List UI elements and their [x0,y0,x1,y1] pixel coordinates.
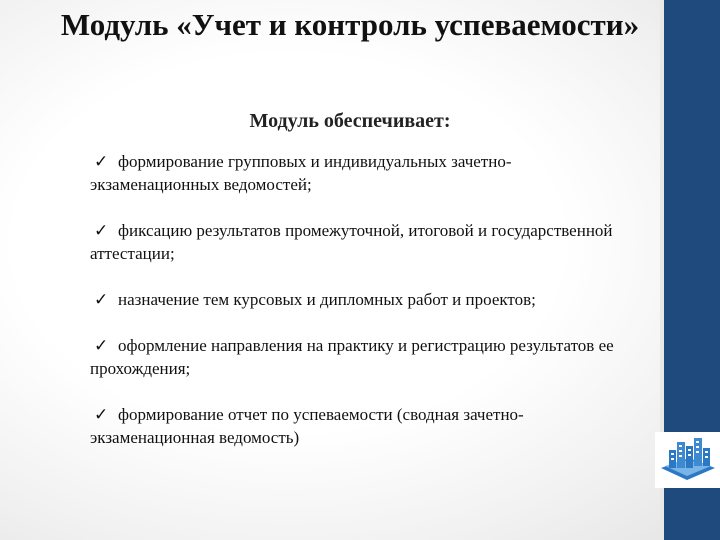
checkmark-icon: ✓ [94,336,109,355]
list-item-text: оформление направления на практику и регистрацию результатов ее прохождения; [90,336,614,378]
list-item-text: формирование отчет по успеваемости (сводная зачетно-экзаменационная ведомость) [90,405,524,447]
list-item-text: формирование групповых и индивидуальных зачетно-экзаменационных ведомостей; [90,152,512,194]
list-item [90,334,620,380]
list-item [90,403,620,449]
list-item [90,219,620,265]
checkmark-icon: ✓ [94,290,109,309]
buildings-logo-icon [655,432,720,488]
list-item-text: фиксацию результатов промежуточной, итоговой и государственной аттестации; [90,221,613,263]
checkmark-icon: ✓ [94,152,109,171]
list-item [90,288,620,311]
list-item [90,150,620,196]
feature-list [90,150,620,472]
checkmark-icon: ✓ [94,405,109,424]
slide-title: Модуль «Учет и контроль успеваемости» [60,7,640,42]
list-item-text: назначение тем курсовых и дипломных работ и проектов; [118,290,536,309]
checkmark-icon: ✓ [94,221,109,240]
slide-subtitle: Модуль обеспечивает: [249,110,451,132]
